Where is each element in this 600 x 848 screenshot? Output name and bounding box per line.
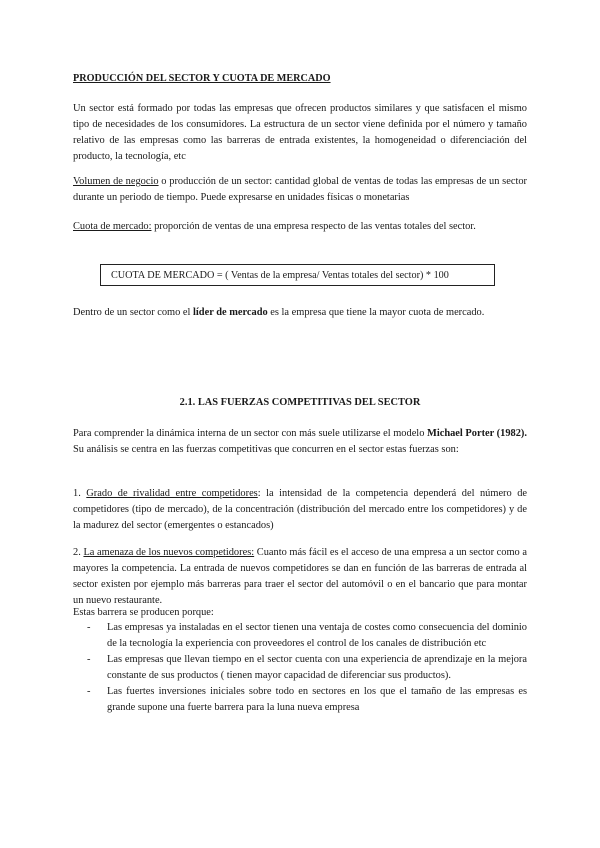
paragraph-rivalidad [73,486,527,534]
list-item [87,684,527,716]
rivalidad-definition: : la intensidad de la competencia dependerá del número de competidores (tipo de mercado), de la concentración (distribución del mercado entre los competidores) y de la madurez del sector (emergentes o estancados) [73,488,528,531]
barriers-intro: Estas barrera se producen porque: [73,607,214,618]
term-nuevos-competidores: La amenaza de los nuevos competidores: [83,547,255,558]
paragraph-nuevos-competidores [73,545,527,609]
item1-number: 1. [73,488,87,499]
term-volumen-negocio: Volumen de negocio [73,176,159,187]
list-item [87,620,527,652]
list-item-text: Las empresas ya instaladas en el sector tienen una ventaja de costes como consecuencia del dominio de la tecnología la experiencia con proveedores el control de los canales de distribución etc [107,622,527,649]
lider-text-before: Dentro de un sector como el [73,307,194,318]
item2-number: 2. [73,547,84,558]
term-michael-porter: Michael Porter (1982). [427,428,527,439]
porter-text-before: Para comprender la dinámica interna de un sector con más suele utilizarse el modelo [73,428,428,439]
list-item [87,652,527,684]
bullet-dash: - [87,686,91,697]
paragraph-volumen-negocio [73,174,527,206]
cuota-definition: proporción de ventas de una empresa respecto de las ventas totales del sector. [151,221,476,232]
lider-text-after: es la empresa que tiene la mayor cuota de mercado. [267,307,485,318]
section-title-fuerzas-competitivas: 2.1. LAS FUERZAS COMPETITIVAS DEL SECTOR [179,397,421,408]
volumen-definition: o producción de un sector: cantidad global de ventas de todas las empresas de un sector durante un periodo de tiempo. Puede expresarse en unidades físicas o monetarias [73,176,527,203]
paragraph-sector-definition: Un sector está formado por todas las empresas que ofrecen productos similares y que satisfacen el mismo tipo de necesidades de los consumidores. La estructura de un sector viene definida por el número y tamaño relativo de las empresas como las barreras de entrada existentes, la homogeneidad o diferenciación del producto, la tecnología, etc [73,103,527,162]
list-item-text: Las empresas que llevan tiempo en el sector cuenta con una experiencia de aprendizaje en la mejora constante de sus productos ( tienen mayor capacidad de diferenciar sus productos). [107,654,527,681]
term-lider-mercado: líder de mercado [193,307,268,318]
barriers-list [87,620,527,716]
bullet-dash: - [87,654,91,665]
bullet-dash: - [87,622,91,633]
nuevos-competidores-definition: Cuanto más fácil es el acceso de una empresa a un sector como a mayores la competencia. La entrada de nuevos competidores se dan en función de las barreras de entrada al sector existen por ejemplo más barreras para traer el sector del automóvil o en el bancario que para montar un nuevo restaurante. [73,547,527,606]
term-rivalidad: Grado de rivalidad entre competidores [86,488,258,499]
paragraph-porter-intro [73,426,527,458]
paragraph-lider-mercado [73,305,527,321]
porter-text-after: Su análisis se centra en las fuerzas competitivas que concurren en el sector estas fuerzas son: [73,444,459,455]
term-cuota-mercado: Cuota de mercado: [73,221,152,232]
formula-box: CUOTA DE MERCADO = ( Ventas de la empresa/ Ventas totales del sector) * 100 [100,264,495,286]
section-title-produccion: PRODUCCIÓN DEL SECTOR Y CUOTA DE MERCADO [73,73,331,84]
list-item-text: Las fuertes inversiones iniciales sobre todo en sectores en los que el tamaño de las empresas es grande supone una fuerte barrera para la luna nueva empresa [107,686,527,713]
paragraph-cuota-mercado [73,219,527,235]
